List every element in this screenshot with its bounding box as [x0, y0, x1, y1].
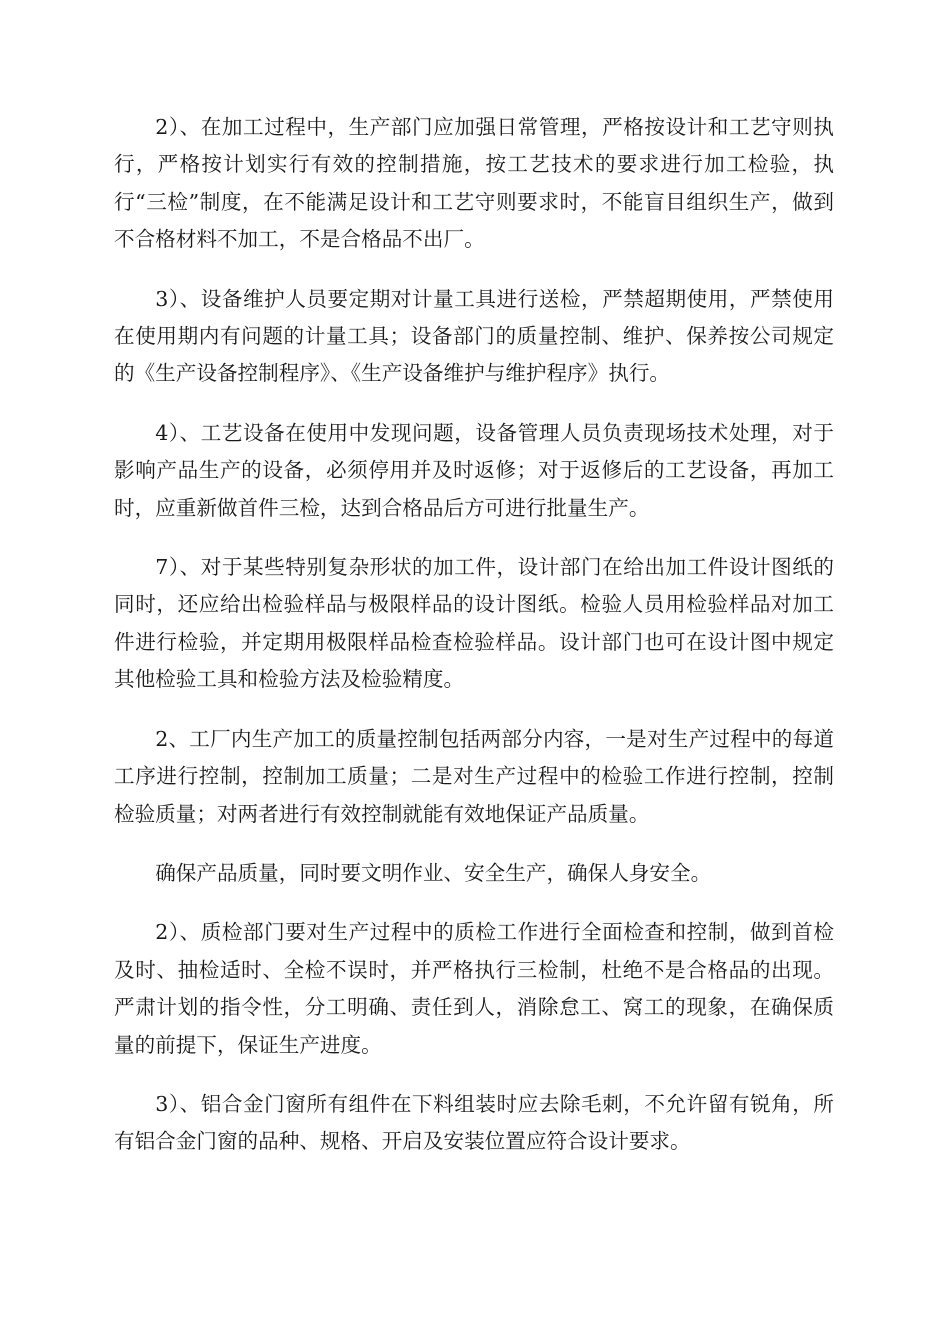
- paragraph-4: 7）、对于某些特别复杂形状的加工件，设计部门在给出加工件设计图纸的同时，还应给出检验样品与极限样品的设计图纸。检验人员用检验样品对加工件进行检验，并定期用极限样品检查检验样品。设计部门也可在设计图中规定其他检验工具和检验方法及检验精度。: [114, 555, 834, 692]
- paragraph-7: 2）、质检部门要对生产过程中的质检工作进行全面检查和控制，做到首检及时、抽检适时、全检不误时，并严格执行三检制，杜绝不是合格品的出现。严肃计划的指令性，分工明确、责任到人，消除怠工、窝工的现象，在确保质量的前提下，保证生产进度。: [114, 920, 834, 1057]
- paragraph-1: 2）、在加工过程中，生产部门应加强日常管理，严格按设计和工艺守则执行，严格按计划实行有效的控制措施，按工艺技术的要求进行加工检验，执行“三检”制度，在不能满足设计和工艺守则要求时，不能盲目组织生产，做到不合格材料不加工，不是合格品不出厂。: [114, 115, 834, 252]
- paragraph-8: 3）、铝合金门窗所有组件在下料组装时应去除毛刺，不允许留有锐角，所有铝合金门窗的品种、规格、开启及安装位置应符合设计要求。: [114, 1091, 834, 1154]
- paragraph-6: 确保产品质量，同时要文明作业、安全生产，确保人身安全。: [155, 860, 712, 885]
- document-body: [114, 109, 834, 1183]
- paragraph-2: 3）、设备维护人员要定期对计量工具进行送检，严禁超期使用，严禁使用在使用期内有问题的计量工具；设备部门的质量控制、维护、保养按公司规定的《生产设备控制程序》、《生产设备维护与维护程序》执行。: [114, 286, 834, 386]
- paragraph-5: 2、工厂内生产加工的质量控制包括两部分内容，一是对生产过程中的每道工序进行控制，控制加工质量；二是对生产过程中的检验工作进行控制，控制检验质量；对两者进行有效控制就能有效地保证产品质量。: [114, 726, 834, 826]
- paragraph-3: 4）、工艺设备在使用中发现问题，设备管理人员负责现场技术处理，对于影响产品生产的设备，必须停用并及时返修；对于返修后的工艺设备，再加工时，应重新做首件三检，达到合格品后方可进行批量生产。: [114, 420, 834, 520]
